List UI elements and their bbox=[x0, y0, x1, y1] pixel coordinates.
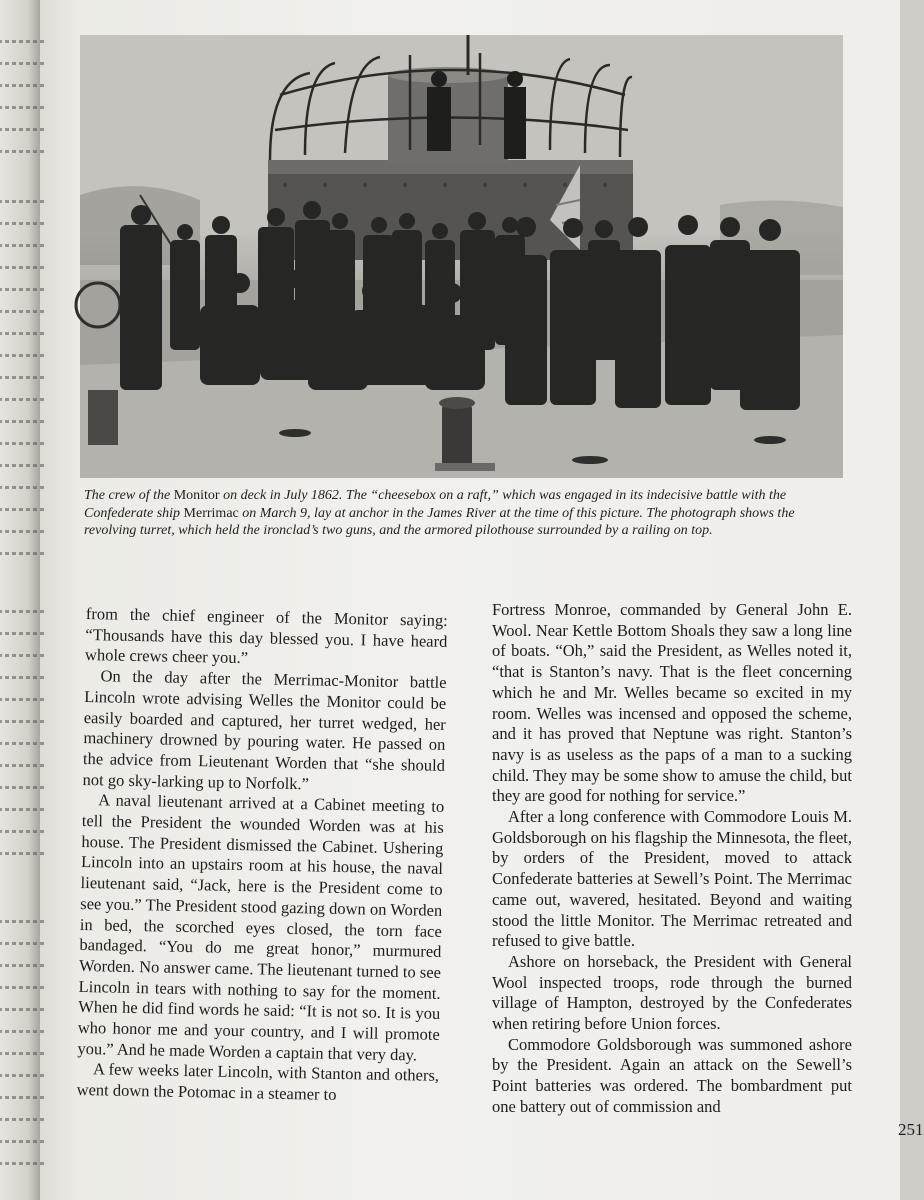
facing-page-edge bbox=[0, 0, 40, 1200]
caption-ship-merrimac: Merrimac bbox=[183, 505, 239, 521]
left-paragraph-3: A naval lieutenant arrived at a Cabinet meeting to tell the President the wounded Worden was at his house. The President dismissed the Cabinet. Ushering Lincoln into an upstairs room at his house, the naval lieutenant said, “Jack, here is the President come to see you.” The President stood gazing down on Worden in bed, the scorched eyes closed, the torn face bandaged. “You do me great honor,” murmured Worden. No answer came. The lieutenant turned to see Lincoln in tears with nothing to say for the moment. When he did find words he said: “It is not so. It is you who honor me and your country, and I will promote you.” And he made Worden a captain that very day. bbox=[77, 790, 445, 1065]
right-paragraph-4: Commodore Goldsborough was summoned ashore by the President. Again an attack on the Sewell’s Point batteries was ordered. The bombardment put one battery out of commission and bbox=[492, 1034, 852, 1116]
caption-ship-monitor: Monitor bbox=[173, 488, 220, 503]
left-paragraph-1: from the chief engineer of the Monitor saying: “Thousands have this day blessed you. I have heard whole crews cheer you.” bbox=[84, 604, 448, 668]
book-page bbox=[26, 0, 924, 1200]
monitor-crew-photo bbox=[80, 35, 843, 478]
right-paragraph-2: After a long conference with Commodore Louis M. Goldsborough on his flagship the Minnesota, the fleet, by orders of the President, moved to attack Confederate batteries at Sewell’s Point. The Merrimac came out, wavered, hesitated. Beyond and waiting stood the little Monitor. The Merrimac retreated and refused to give battle. bbox=[492, 807, 852, 951]
caption-part-2: on deck in July 1862. The “cheesebox on a raft,” which was engaged in its indecisive battle with the Confederate ship bbox=[84, 488, 787, 521]
right-text-column bbox=[492, 600, 852, 1118]
photo-caption bbox=[84, 487, 844, 540]
page-number: 251 bbox=[898, 1120, 924, 1139]
photo-illustration bbox=[80, 35, 843, 478]
left-paragraph-4: A few weeks later Lincoln, with Stanton and others, went down the Potomac in a steamer to bbox=[76, 1059, 440, 1105]
right-paragraph-1: Fortress Monroe, commanded by General John E. Wool. Near Kettle Bottom Shoals they saw a long line of boats. “Oh,” said the President, as Welles noted it, “that is Stanton’s navy. That is the fleet concerning which he and Mr. Welles became so excited in my room. Welles was incensed and opposed the scheme, and it has proved that Neptune was right. Stanton’s navy is as useless as the paps of a man to a sucking child. They may be some show to amuse the child, but they are good for nothing for service.” bbox=[492, 600, 852, 806]
left-text-column bbox=[76, 604, 447, 1108]
left-paragraph-2: On the day after the Merrimac-Monitor battle Lincoln wrote advising Welles the Monitor could be easily boarded and captured, her turret wedged, her machinery drowned by pouring water. He passed on the advice from Lieutenant Worden that “she should not go sky-larking up to Norfolk.” bbox=[82, 666, 447, 793]
right-paragraph-3: Ashore on horseback, the President with General Wool inspected troops, rode through the burned village of Hampton, destroyed by the Confederates when retiring before Union forces. bbox=[492, 951, 852, 1034]
caption-part-1: The crew of the bbox=[84, 488, 174, 503]
caption-part-3: on March 9, lay at anchor in the James River at the time of this picture. The photograph shows the revolving turret, which held the ironclad’s two guns, and the armored pilothouse surrounded by a railing on top. bbox=[84, 505, 795, 538]
